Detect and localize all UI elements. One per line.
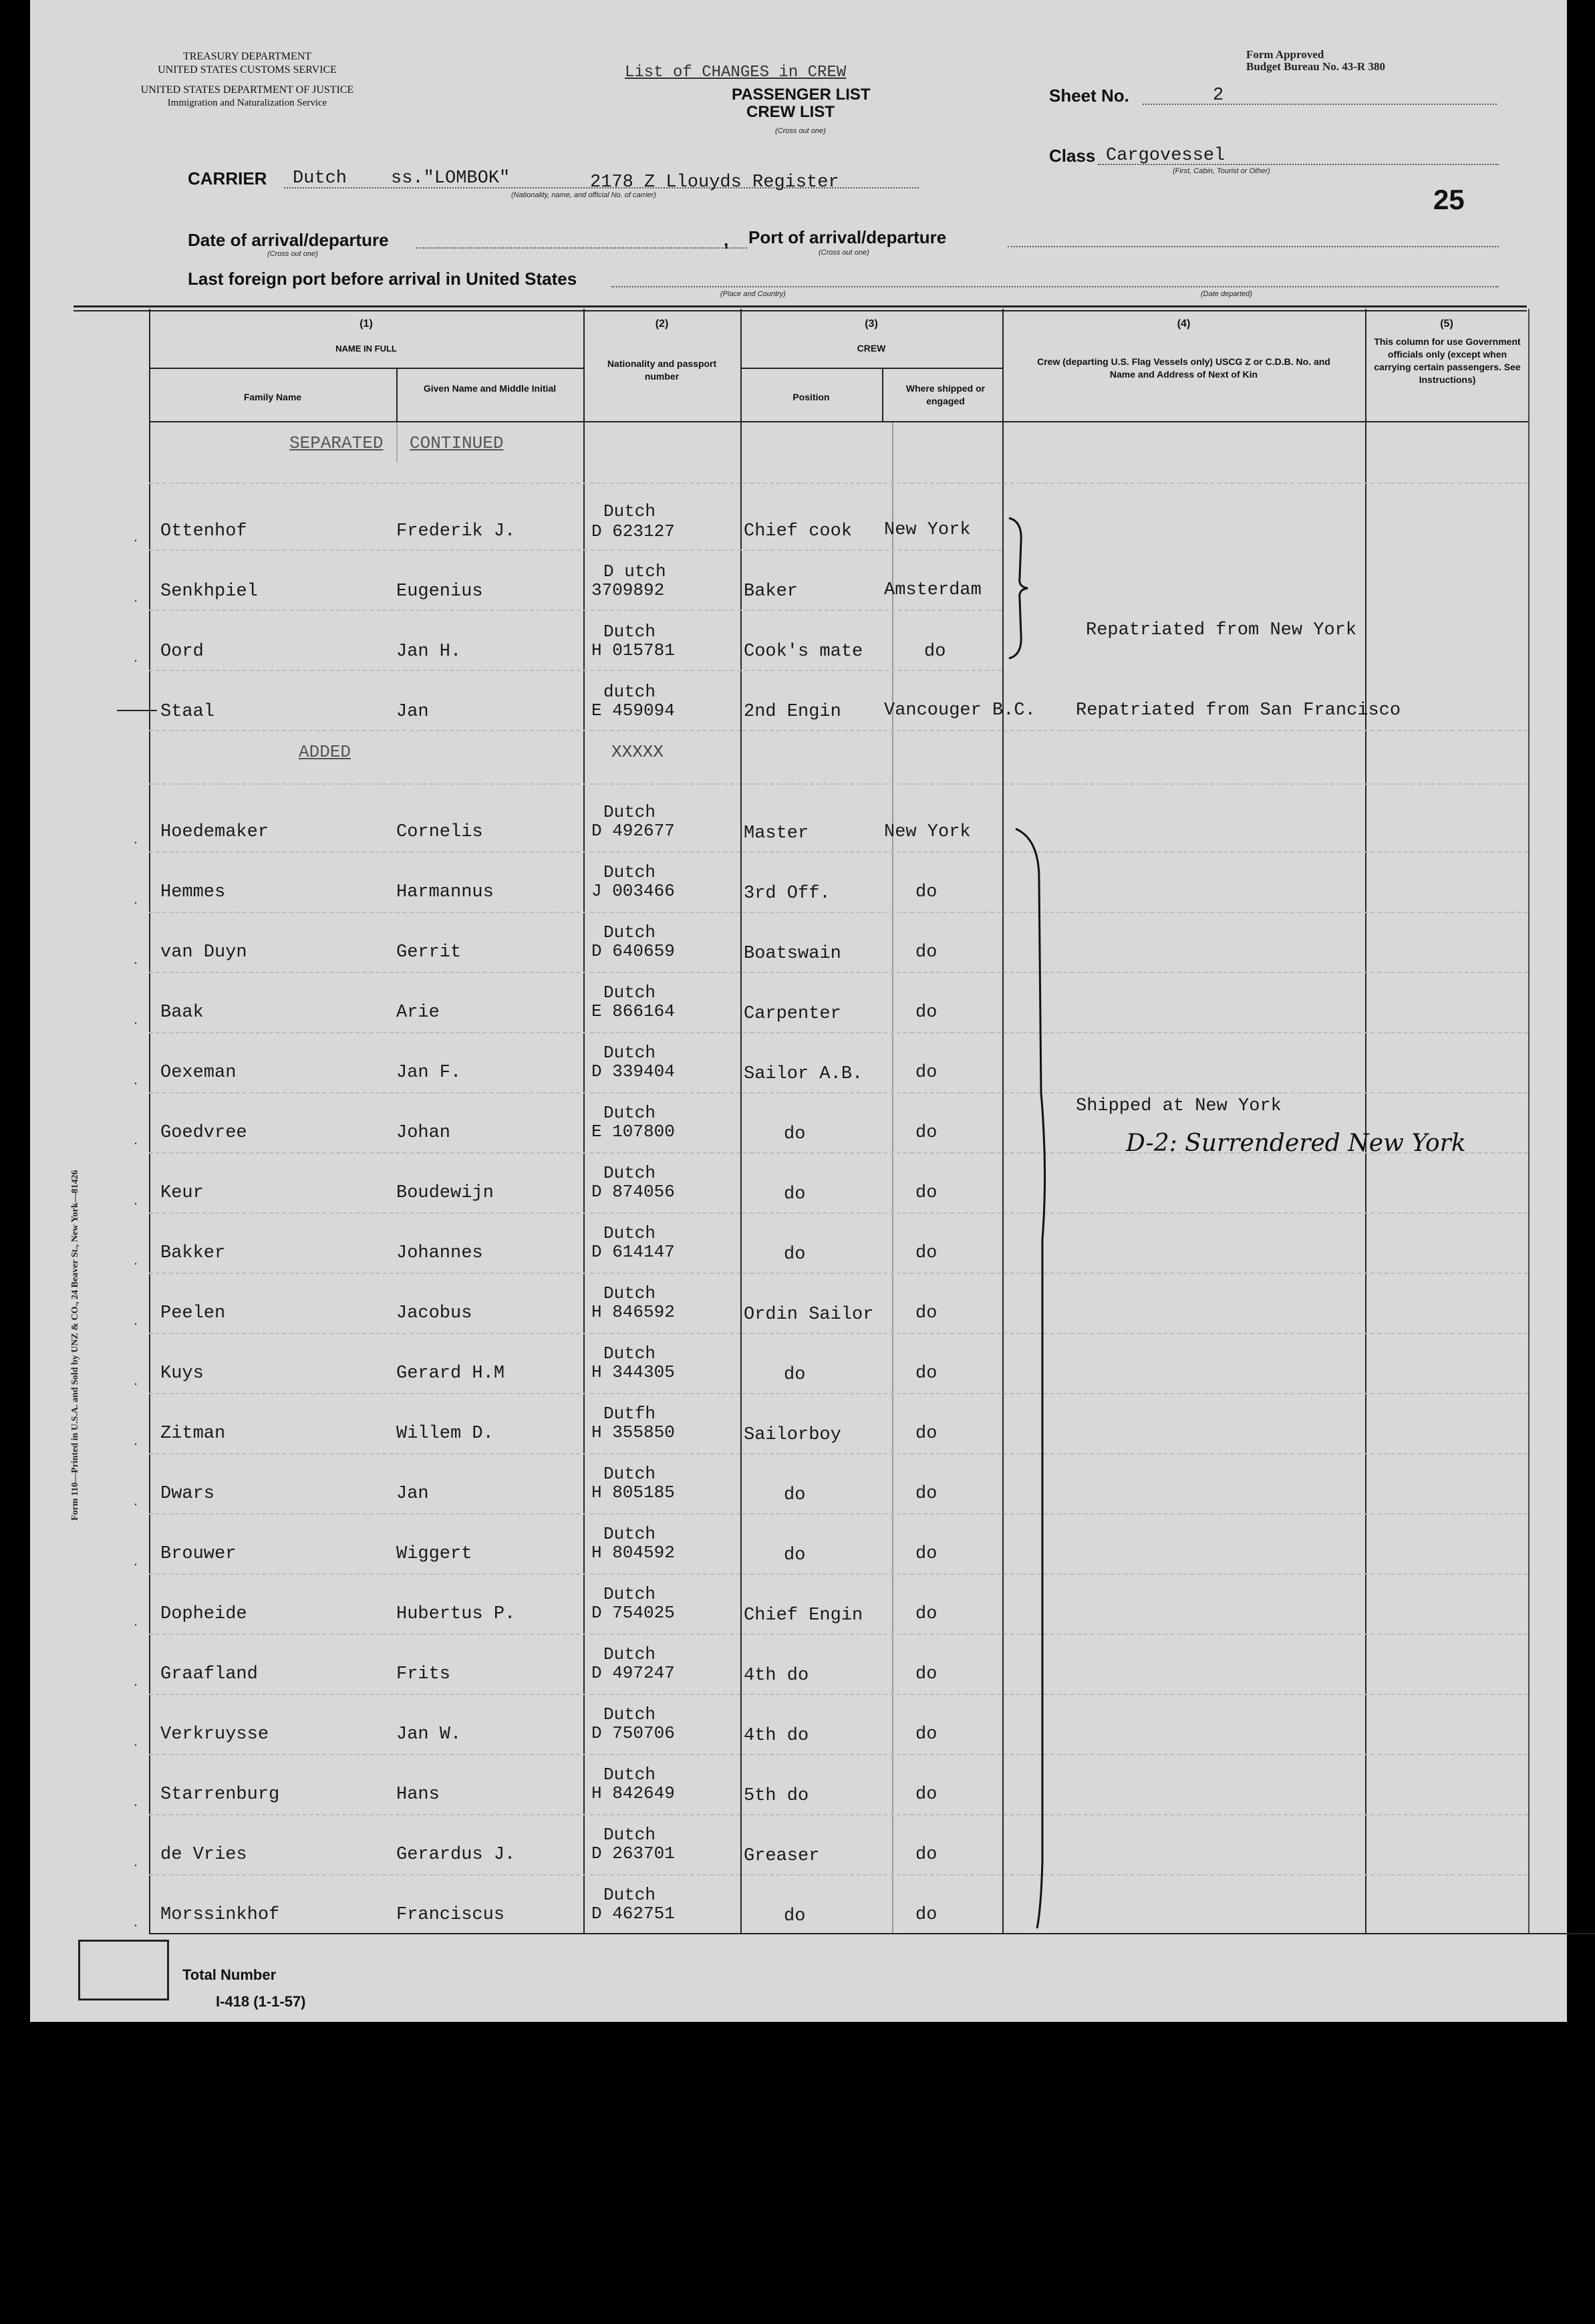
justice-dept: UNITED STATES DEPARTMENT OF JUSTICE [140, 84, 354, 96]
position: 4th do [744, 1666, 809, 1686]
given-name: Jan [396, 1484, 429, 1504]
position: do [784, 1124, 806, 1144]
col1-number: (1) [359, 318, 373, 330]
where-shipped: do [915, 942, 937, 962]
where-shipped: do [915, 1003, 937, 1023]
position: 2nd Engin [744, 702, 841, 722]
passport-number: H 344305 [591, 1362, 675, 1382]
separated-label: SEPARATED [289, 433, 384, 453]
carrier-nationality: Dutch [293, 168, 347, 188]
carrier-register: 2178 Z Llouyds Register [590, 172, 839, 192]
nationality: Dutch [603, 862, 656, 882]
col4-title: Crew (departing U.S. Flag Vessels only) USCG Z or C.D.B. No. and Name and Address of Next of Kin [1037, 356, 1330, 380]
family-name: de Vries [160, 1845, 247, 1865]
col1-given: Given Name and Middle Initial [423, 383, 557, 394]
crew-list-title: CREW LIST [746, 103, 835, 121]
where-shipped: do [915, 1724, 937, 1745]
given-name: Boudewijn [396, 1183, 494, 1203]
position: Greaser [744, 1846, 820, 1866]
brace-separated [1002, 515, 1042, 662]
given-name: Eugenius [396, 582, 483, 602]
family-name: Bakker [160, 1243, 226, 1263]
col3-title: CREW [857, 343, 886, 354]
family-name: Dopheide [160, 1604, 247, 1624]
family-name: Ottenhof [160, 521, 247, 541]
family-name: van Duyn [160, 942, 247, 962]
nationality: D utch [603, 561, 666, 582]
nationality: Dutch [603, 1584, 656, 1604]
passport-number: D 263701 [591, 1843, 675, 1863]
given-name: Jan [396, 702, 429, 722]
sheet-label: Sheet No. [1049, 86, 1129, 106]
family-name: Oexeman [160, 1063, 237, 1083]
continued-label: CONTINUED [410, 433, 504, 453]
passport-number: D 750706 [591, 1723, 675, 1743]
nationality: Dutch [603, 1464, 656, 1484]
passport-number: D 754025 [591, 1603, 675, 1623]
family-name: Graafland [160, 1664, 258, 1684]
nationality: Dutch [603, 622, 656, 642]
date-label: Date of arrival/departure [188, 230, 389, 250]
side-printer-text: Form 110—Printed in U.S.A. and Sold by UNZ & CO., 24 Beaver St., New York—81426 [70, 1170, 80, 1521]
nationality: Dutch [603, 1825, 656, 1845]
where-shipped: do [915, 1905, 937, 1925]
given-name: Jan F. [396, 1063, 462, 1083]
sheet-number: 2 [1213, 86, 1224, 106]
form-approved: Form Approved [1246, 48, 1324, 61]
date-hint: (Cross out one) [267, 250, 318, 258]
position: do [784, 1365, 806, 1385]
where-shipped: do [915, 1484, 937, 1504]
passport-number: D 462751 [591, 1904, 675, 1924]
form-sheet: TREASURY DEPARTMENT UNITED STATES CUSTOMS SERVICE UNITED STATES DEPARTMENT OF JUSTICE Immigration and Naturalization Service List of CHANGES in CREW PASSENGER LIST CREW LIST (Cross out one) Form Approved Budget Bureau No. 43-R 380 Sheet No. 2 Class Cargovessel (First, Cabin, Tourist or Other) 25 CARRIER Dutch ss."LOMBOK" 2178 Z Llouyds Register (Nationality, name, and official No. of carrier) Date of arrival/departure (Cross out one) , Port of arrival/departure (Cross out one) Last foreign port before arrival in United States (Place and Country) (Date departed) (1) NAME IN FULL Family Name Given Name and Middle Initial (2) Nationality and passport number (3) CREW Position Where shipped or engaged (4) Crew (departing U.S. Flag Vessels only) USCG Z or C.D.B. No. and Name and Address of Next of Kin (5) This column for use Government officials only (except when carrying certain passengers. See Instructions) SEPARATED CONTINUED ADDED XXXXX . Ottenhof Frederik J. Dutch D 623127 Chief cook New York . Senkhpiel Eugenius D utch 3709892 Baker Amsterdam . Oord Jan H. Dutch H 015781 Cook's mate do Staal Jan dutch E 459094 2nd Engin Vancouger B.C. Repatriated from San Francisco Repatriated from New York . Hoedemaker Cornelis Dutch D 492677 Master New York . Hemmes Harmannus Dutch J 003466 3rd Off. do . van Duyn Gerrit Dutch D 640659 Boatswain do . Baak Arie Dutch E 866164 Carpenter do . Oexeman Jan F. Dutch D 339404 Sailor A.B. do . Goedvree Johan Dutch E 107800 do do . Keur Boudewijn Dutch D 874056 do do . Bakker Johannes Dutch D 614147 do do . Peelen Jacobus Dutch H 846592 Ordin Sailor do . Kuys Gerard H.M Dutch H 344305 do do . Zitman Willem D. Dutfh H 355850 Sailorboy do . Dwars Jan Dutch H 805185 do do . Brouwer Wiggert Dutch H 804592 do do . Dopheide Hubertus P. Dutch D 754025 Chief Engin do . Graafland Frits Dutch D 497247 4th do do . Verkruysse Jan W. Dutch D 750706 4th do do . Starrenburg Hans Dutch H 842649 5th do do . de Vries Gerardus J. Dutch D 263701 Greaser do . Morssinkhof Franciscus Dutch D 462751 do do Shipped at New York D-2: Surrendered New York Form 110—Printed in U.S.A. and Sold by UNZ & CO., 24 Beaver St., New York—81426 Total Number I-418 (1-1-57) [30, 0, 1567, 2022]
date-departed-hint: (Date departed) [1201, 290, 1253, 298]
where-shipped: Amsterdam [884, 580, 982, 600]
brace-added [1002, 825, 1062, 1935]
family-name: Keur [160, 1183, 204, 1203]
passport-number: D 339404 [591, 1061, 675, 1081]
given-name: Cornelis [396, 822, 483, 842]
position: do [784, 1545, 806, 1565]
where-shipped: do [915, 1063, 937, 1083]
where-shipped: do [915, 1303, 937, 1323]
nationality: Dutch [603, 501, 656, 521]
port-label: Port of arrival/departure [748, 227, 947, 247]
nationality: Dutch [603, 1765, 656, 1785]
passport-number: D 497247 [591, 1663, 675, 1683]
nationality: Dutch [603, 983, 656, 1003]
nationality: Dutfh [603, 1404, 656, 1424]
position: 3rd Off. [744, 884, 831, 904]
passport-number: E 107800 [591, 1122, 675, 1142]
given-name: Frits [396, 1664, 451, 1684]
class-label: Class [1049, 146, 1096, 166]
passport-number: E 459094 [591, 700, 675, 721]
col1-title: NAME IN FULL [335, 344, 397, 354]
position: Ordin Sailor [744, 1305, 874, 1325]
family-name: Hemmes [160, 882, 226, 902]
family-name: Kuys [160, 1364, 204, 1384]
carrier-hint: (Nationality, name, and official No. of carrier) [511, 191, 656, 199]
customs-service: UNITED STATES CUSTOMS SERVICE [158, 64, 337, 76]
given-name: Harmannus [396, 882, 494, 902]
family-name: Morssinkhof [160, 1905, 280, 1925]
nationality: Dutch [603, 1103, 656, 1123]
form-code: I-418 (1-1-57) [216, 1993, 306, 2010]
passenger-list-title: PASSENGER LIST [732, 86, 871, 104]
where-shipped: do [915, 1845, 937, 1865]
family-name: Goedvree [160, 1123, 247, 1143]
nationality: Dutch [603, 1524, 656, 1544]
last-port-label: Last foreign port before arrival in United States [188, 269, 577, 289]
family-name: Oord [160, 642, 204, 662]
given-name: Arie [396, 1003, 440, 1023]
nationality: Dutch [603, 802, 656, 822]
given-name: Jan H. [396, 642, 462, 662]
position: 4th do [744, 1726, 809, 1746]
struck-text: XXXXX [611, 742, 664, 762]
repatriated-ny-note: Repatriated from New York [1086, 620, 1357, 640]
nationality: Dutch [603, 1163, 656, 1183]
passport-number: H 355850 [591, 1422, 675, 1442]
immigration-service: Immigration and Naturalization Service [167, 98, 327, 108]
position: Sailorboy [744, 1425, 841, 1445]
passport-number: D 614147 [591, 1242, 675, 1262]
given-name: Johan [396, 1123, 451, 1143]
shipped-ny-note: Shipped at New York [1076, 1096, 1282, 1116]
where-shipped: do [915, 1123, 937, 1143]
nationality: Dutch [603, 1885, 656, 1905]
where-shipped: do [915, 1243, 937, 1263]
nationality: Dutch [603, 1283, 656, 1303]
given-name: Gerardus J. [396, 1845, 516, 1865]
added-label: ADDED [299, 742, 351, 762]
passport-number: E 866164 [591, 1001, 675, 1021]
family-name: Baak [160, 1003, 204, 1023]
given-name: Jacobus [396, 1303, 472, 1323]
position: Cook's mate [744, 642, 863, 662]
where-shipped: do [915, 1604, 937, 1624]
family-name: Peelen [160, 1303, 226, 1323]
nationality: Dutch [603, 1644, 656, 1664]
family-name: Verkruysse [160, 1724, 269, 1745]
position: do [784, 1184, 806, 1204]
col2-number: (2) [655, 318, 669, 330]
given-name: Jan W. [396, 1724, 462, 1745]
treasury-dept: TREASURY DEPARTMENT [182, 51, 312, 62]
nationality: Dutch [603, 1223, 656, 1243]
title-cross-hint: (Cross out one) [775, 127, 826, 135]
position: do [784, 1485, 806, 1505]
given-name: Wiggert [396, 1544, 472, 1564]
nationality: Dutch [603, 1043, 656, 1063]
family-name: Dwars [160, 1484, 215, 1504]
given-name: Frederik J. [396, 521, 516, 541]
carrier-label: CARRIER [188, 168, 267, 188]
where-shipped: do [915, 1664, 937, 1684]
family-name: Hoedemaker [160, 822, 269, 842]
col2-title: Nationality and passport number [607, 358, 717, 382]
where-shipped: New York [884, 520, 971, 540]
passport-number: 3709892 [591, 580, 665, 600]
where-shipped: Vancouger B.C. [884, 700, 1036, 721]
port-hint: (Cross out one) [819, 249, 869, 257]
where-shipped: do [915, 1785, 937, 1805]
given-name: Gerrit [396, 942, 462, 962]
total-number-box [78, 1940, 169, 2000]
given-name: Hans [396, 1785, 440, 1805]
place-hint: (Place and Country) [720, 290, 786, 298]
position: Chief cook [744, 521, 853, 541]
handwritten-note: D-2: Surrendered New York [1126, 1130, 1466, 1157]
col3-position: Position [792, 392, 830, 402]
given-name: Franciscus [396, 1905, 505, 1925]
repatriated-sf-note: Repatriated from San Francisco [1076, 700, 1401, 721]
list-title-typed: List of CHANGES in CREW [625, 63, 847, 82]
where-shipped: do [915, 1364, 937, 1384]
carrier-name: ss."LOMBOK" [391, 168, 511, 188]
nationality: Dutch [603, 1343, 656, 1364]
passport-number: H 842649 [591, 1783, 675, 1803]
position: Baker [744, 582, 799, 602]
col1-family: Family Name [243, 392, 302, 402]
where-shipped: do [915, 882, 937, 902]
family-name: Brouwer [160, 1544, 237, 1564]
col5-title: This column for use Government officials only (except when carrying certain passengers. See Instructions) [1374, 336, 1521, 385]
family-name: Staal [160, 702, 215, 722]
passport-number: H 805185 [591, 1482, 675, 1503]
family-name: Zitman [160, 1424, 226, 1444]
given-name: Willem D. [396, 1424, 494, 1444]
position: Master [744, 823, 809, 844]
passport-number: D 640659 [591, 941, 675, 961]
position: Sailor A.B. [744, 1064, 863, 1084]
given-name: Johannes [396, 1243, 483, 1263]
col5-number: (5) [1440, 318, 1453, 330]
total-number-label: Total Number [182, 1966, 277, 1983]
col4-number: (4) [1177, 318, 1191, 330]
position: do [784, 1906, 806, 1926]
page-number: 25 [1433, 184, 1465, 215]
position: Boatswain [744, 944, 841, 964]
nationality: dutch [603, 682, 656, 702]
passport-number: D 492677 [591, 821, 675, 841]
passport-number: H 015781 [591, 640, 675, 660]
passport-number: H 846592 [591, 1302, 675, 1322]
class-hint: (First, Cabin, Tourist or Other) [1173, 167, 1270, 175]
where-shipped: do [915, 1183, 937, 1203]
family-name: Senkhpiel [160, 582, 258, 602]
passport-number: D 623127 [591, 521, 675, 541]
position: Chief Engin [744, 1605, 863, 1626]
class-value: Cargovessel [1106, 146, 1225, 166]
nationality: Dutch [603, 1704, 656, 1724]
where-shipped: New York [884, 822, 971, 842]
nationality: Dutch [603, 922, 656, 942]
position: 5th do [744, 1786, 809, 1806]
passport-number: H 804592 [591, 1543, 675, 1563]
where-shipped: do [915, 1544, 937, 1564]
family-name: Starrenburg [160, 1785, 280, 1805]
passport-number: D 874056 [591, 1182, 675, 1202]
budget-bureau: Budget Bureau No. 43-R 380 [1246, 60, 1385, 73]
col3-where: Where shipped or engaged [905, 383, 986, 406]
passport-number: J 003466 [591, 881, 675, 901]
where-shipped: do [915, 1424, 937, 1444]
where-shipped: do [924, 642, 946, 662]
given-name: Gerard H.M [396, 1364, 505, 1384]
col3-number: (3) [865, 318, 878, 330]
position: Carpenter [744, 1004, 841, 1024]
position: do [784, 1245, 806, 1265]
given-name: Hubertus P. [396, 1604, 516, 1624]
